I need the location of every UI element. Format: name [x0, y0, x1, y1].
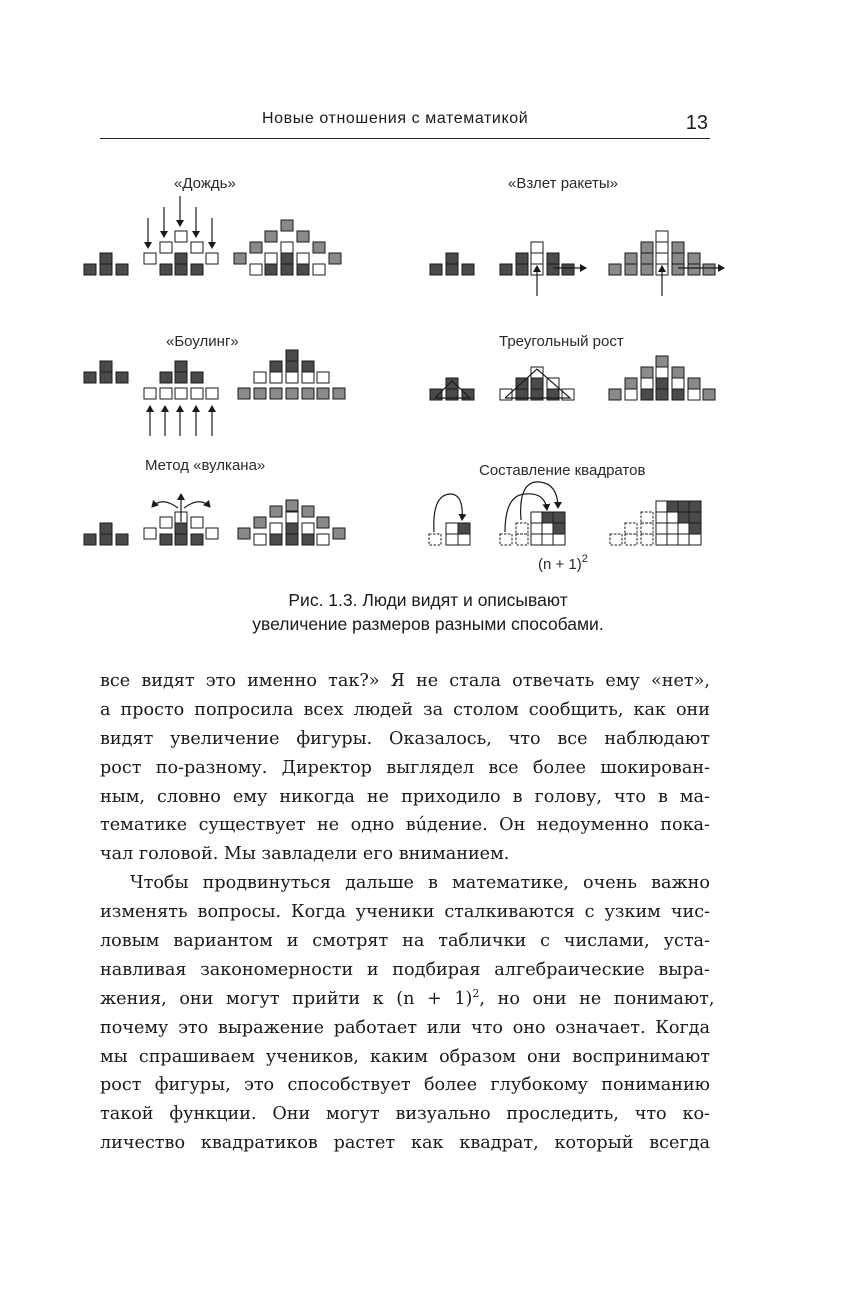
text-line: а просто попросила всех людей за столом сообщить, как они [100, 699, 710, 720]
page-number: 13 [685, 112, 708, 134]
caption-line-1: Рис. 1.3. Люди видят и описывают [288, 590, 568, 610]
text-line: изменять вопросы. Когда ученики сталкиваются с узким чис- [100, 902, 710, 923]
text-line: почему это выражение работает или что оно означает. Когда [100, 1017, 710, 1038]
label-rain: «Дождь» [174, 175, 236, 192]
text-line: такой функции. Они могут визуально проследить, что ко- [100, 1104, 710, 1125]
rocket-diagram [430, 231, 724, 296]
formula-n-plus-1-squared: $(n + 1)^2$ [538, 553, 588, 573]
figure-caption [150, 588, 706, 636]
text-line: тематике существует не одно вúдение. Он недоуменно пока- [100, 815, 710, 836]
label-triangle: Треугольный рост [499, 333, 624, 350]
text-line: мы спрашиваем учеников, каким образом они воспринимают [100, 1046, 710, 1067]
rain-diagram [84, 196, 341, 275]
label-squares: Составление квадратов [479, 462, 646, 479]
text-line: видят увеличение фигуры. Оказалось, что все наблюдают [100, 728, 710, 749]
label-rocket: «Взлет ракеты» [508, 175, 618, 192]
text-line: чал головой. Мы завладели его вниманием. [100, 844, 510, 865]
text-line: рост фигуры, это способствует более глубокому пониманию [100, 1075, 710, 1096]
triangle-diagram [430, 356, 715, 400]
text-line: рост по-разному. Директор выглядел все более шокирован- [100, 757, 710, 778]
text-line: все видят это именно так?» Я не стала отвечать ему «нет», [100, 671, 710, 691]
text-line: навливая закономерности и подбирая алгебраические выра- [100, 959, 710, 980]
caption-line-2: увеличение размеров разными способами. [252, 614, 604, 634]
body-text [100, 667, 715, 1158]
text-line: ным, словно ему никогда не приходило в голову, что в ма- [100, 786, 710, 807]
paragraph-1 [100, 667, 710, 869]
text-line: ловым вариантом и смотрят на таблички с числами, уста- [100, 931, 710, 952]
squares-diagram [429, 482, 701, 545]
label-bowling: «Боулинг» [166, 333, 239, 350]
label-volcano: Метод «вулкана» [145, 457, 266, 474]
bowling-diagram [84, 350, 345, 436]
running-title: Новые отношения с математикой [262, 110, 529, 127]
paragraph-2 [100, 869, 715, 1158]
text-line: Чтобы продвинуться дальше в математике, очень важно [130, 873, 710, 894]
text-line-with-formula: жения, они могут прийти к $(n + 1)^2$, но они не понимают, [100, 986, 715, 1009]
text-line: личество квадратиков растет как квадрат, который всегда [100, 1133, 710, 1154]
volcano-diagram [84, 494, 345, 545]
